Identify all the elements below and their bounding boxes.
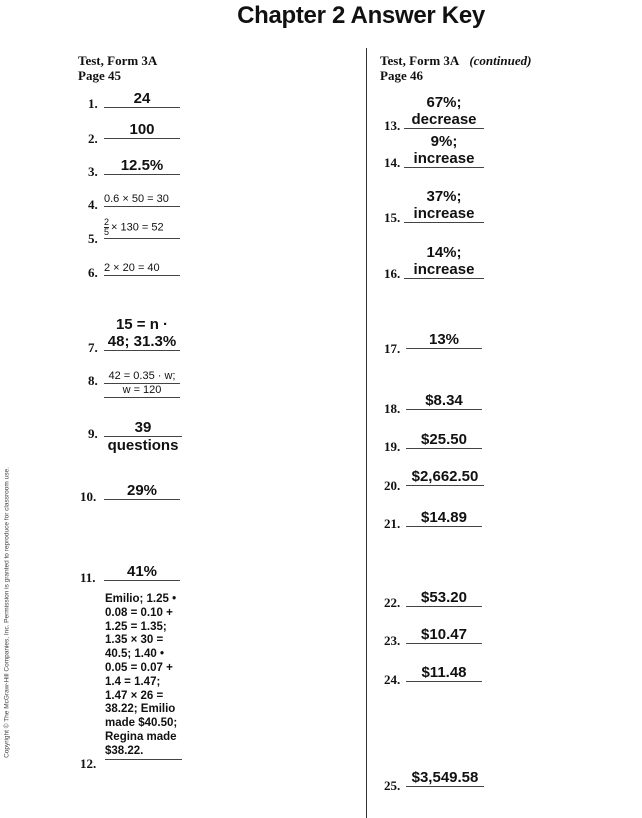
answer-line: decrease: [411, 111, 477, 128]
fraction-expression: × 130 = 52: [111, 221, 164, 234]
answer-value: [104, 419, 182, 454]
item-number: 11.: [80, 570, 96, 585]
item-number: 20.: [384, 478, 401, 493]
answer-line: made $40.50;: [105, 717, 178, 730]
item-number: 2.: [88, 131, 98, 146]
answer-line: questions: [107, 437, 179, 454]
answer-line: 1.4 = 1.47;: [105, 675, 161, 688]
answer-value: 2 × 20 = 40: [104, 262, 180, 276]
answer-line: 1.25 = 1.35;: [105, 620, 167, 633]
item-number: 23.: [384, 633, 401, 648]
answer-line: $38.22.: [105, 744, 144, 757]
answer-value: [404, 188, 484, 223]
item-number: 12.: [80, 756, 97, 771]
item-number: 13.: [384, 118, 401, 133]
answer-value: $8.34: [406, 392, 482, 410]
answer-value: [404, 244, 484, 279]
answer-line: w = 120: [122, 384, 162, 396]
answer-line: 0.08 = 0.10 +: [105, 606, 173, 619]
item-number: 25.: [384, 778, 401, 793]
item-number: 19.: [384, 439, 401, 454]
answer-value: [104, 316, 180, 351]
left-heading-form: Test, Form 3A: [78, 53, 158, 68]
answer-line: increase: [413, 150, 475, 167]
answer-line: 42 = 0.35 · w;: [104, 370, 180, 384]
item-number: 7.: [88, 340, 98, 355]
item-number: 10.: [80, 489, 97, 504]
answer-value: [105, 593, 182, 760]
fraction-numerator: 2: [104, 217, 110, 227]
answer-value: 29%: [104, 482, 180, 500]
answer-value: 100: [104, 121, 180, 139]
answer-line: 40.5; 1.40 •: [105, 648, 165, 661]
item-number: 17.: [384, 341, 401, 356]
page-title: Chapter 2 Answer Key: [237, 2, 485, 29]
answer-value: 13%: [406, 331, 482, 349]
answer-line: 67%;: [426, 94, 462, 111]
item-number: 5.: [88, 231, 98, 246]
column-divider: [366, 48, 367, 818]
answer-value: $10.47: [406, 626, 482, 644]
item-number: 6.: [88, 265, 98, 280]
answer-value: 41%: [104, 563, 180, 581]
item-number: 15.: [384, 210, 401, 225]
answer-value: 12.5%: [104, 157, 180, 175]
right-column-heading: [380, 53, 531, 83]
answer-value: [404, 94, 484, 129]
item-number: 4.: [88, 197, 98, 212]
answer-line: increase: [413, 261, 475, 278]
answer-value: $3,549.58: [406, 769, 484, 787]
item-number: 3.: [88, 164, 98, 179]
answer-line: 37%;: [426, 188, 462, 205]
right-heading-continued: (continued): [469, 53, 532, 68]
item-number: 24.: [384, 672, 401, 687]
answer-value: 24: [104, 90, 180, 108]
answer-line: 1.47 × 26 =: [105, 689, 164, 702]
answer-line: 14%;: [426, 244, 462, 261]
copyright-notice: Copyright © The McGraw-Hill Companies, Inc. Permission is granted to reproduce for classroom use.: [3, 467, 11, 758]
item-number: 21.: [384, 516, 401, 531]
item-number: 16.: [384, 266, 401, 281]
answer-line: 48; 31.3%: [107, 333, 177, 350]
right-heading-form: Test, Form 3A: [380, 53, 460, 68]
item-number: 22.: [384, 595, 401, 610]
item-number: 14.: [384, 155, 401, 170]
right-heading-page: Page 46: [380, 68, 423, 83]
answer-value: 0.6 × 50 = 30: [104, 193, 180, 207]
answer-value: [104, 370, 180, 398]
item-number: 1.: [88, 96, 98, 111]
answer-value: $2,662.50: [406, 468, 484, 486]
answer-value: $53.20: [406, 589, 482, 607]
answer-line: Regina made: [105, 730, 177, 743]
answer-line: 9%;: [430, 133, 458, 150]
item-number: 18.: [384, 401, 401, 416]
answer-line: 0.05 = 0.07 +: [105, 661, 173, 674]
answer-line: 39: [104, 419, 182, 437]
answer-line: Emilio; 1.25 •: [105, 593, 177, 605]
fraction: [104, 218, 109, 237]
answer-line: 15 = n ·: [115, 316, 169, 333]
fraction-denominator: 5: [104, 227, 110, 237]
left-heading-page: Page 45: [78, 68, 121, 83]
item-number: 9.: [88, 426, 98, 441]
left-column-heading: [78, 53, 157, 83]
answer-value: [104, 218, 180, 239]
answer-line: 38.22; Emilio: [105, 703, 176, 716]
answer-line: 1.35 × 30 =: [105, 634, 164, 647]
item-number: 8.: [88, 373, 98, 388]
answer-value: $14.89: [406, 509, 482, 527]
answer-value: $11.48: [406, 664, 482, 682]
answer-value: $25.50: [406, 431, 482, 449]
answer-value: [404, 133, 484, 168]
answer-line: increase: [413, 205, 475, 222]
